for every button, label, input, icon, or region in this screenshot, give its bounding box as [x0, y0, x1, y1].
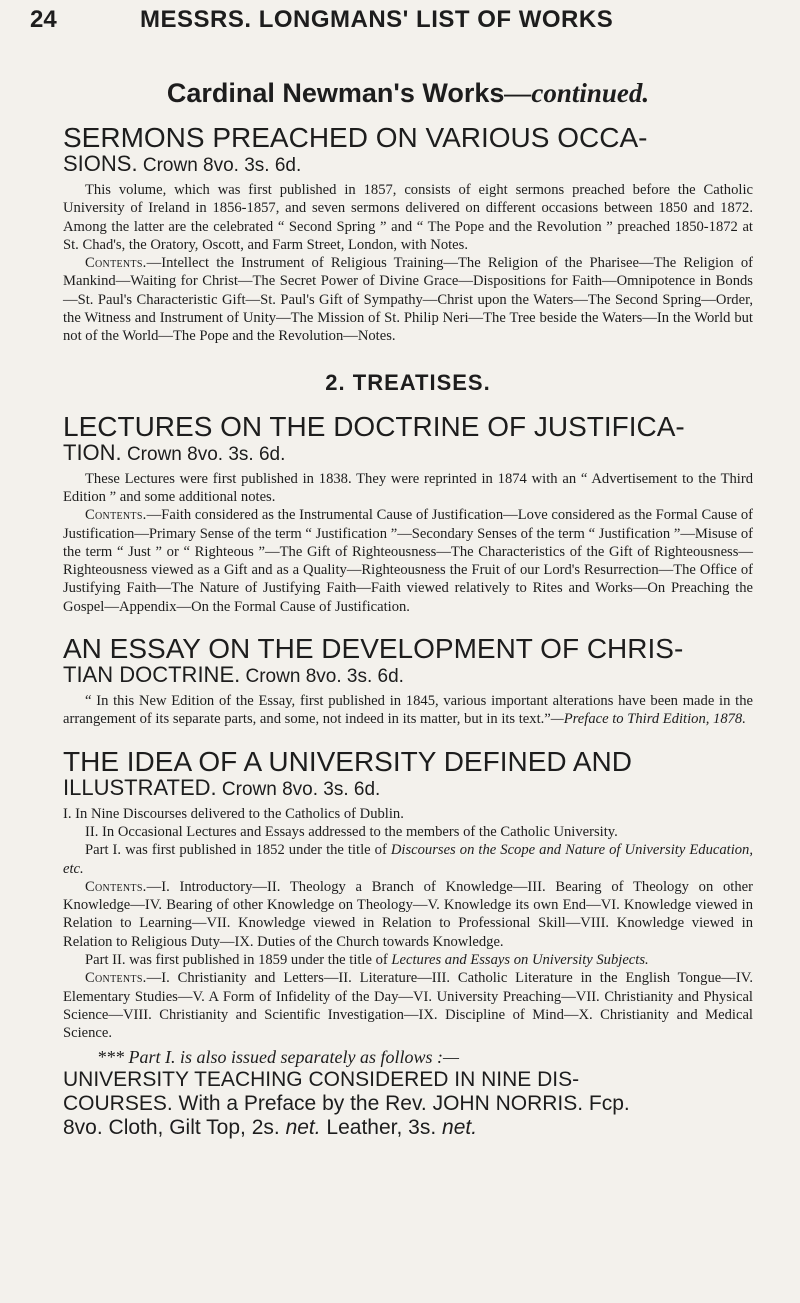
net-label: net.: [442, 1115, 478, 1139]
part-i-line: I. In Nine Discourses delivered to the Catholics of Dublin.: [63, 805, 404, 822]
edition-price: Crown 8vo. 3s. 6d.: [121, 443, 286, 465]
price-leather: Leather, 3s.: [320, 1115, 443, 1139]
page-number: 24: [30, 6, 57, 33]
separate-issue-line: UNIVERSITY TEACHING CONSIDERED IN NINE DIS-: [63, 1067, 580, 1091]
part-i-publication: [63, 841, 753, 878]
separate-issue-line: COURSES. With a Preface by the Rev. JOHN NORRIS. Fcp.: [63, 1091, 630, 1115]
work-contents: [63, 254, 753, 345]
work-contents: [63, 506, 753, 616]
original-title: Discourses on the Scope and Nature of University Education, etc.: [63, 842, 753, 877]
work-justification: [63, 412, 753, 616]
work-development: [63, 634, 753, 729]
work-sermons: [63, 123, 753, 346]
separate-issue-title: [63, 1068, 753, 1140]
net-label: net.: [285, 1115, 321, 1139]
work-title-continued: TIAN DOCTRINE.: [63, 662, 241, 688]
part-ii-line: II. In Occasional Lectures and Essays addressed to the members of the Catholic University.: [85, 823, 618, 840]
continued-label: —continued.: [504, 78, 650, 108]
contents-label: Contents.: [85, 255, 147, 272]
work-quote: [63, 692, 753, 729]
separate-issue-note: *** Part I. is also issued separately as follows :—: [97, 1046, 460, 1067]
contents-text: —I. Christianity and Letters—II. Literature—III. Catholic Literature in the English Tongue—IV. Elementary Studies—V. A Form of Infidelity of the Day—VI. University Preaching—VII. Christianity and Physical Science—VIII. Christianity and Scientific Investigation—IX. Discipline of Mind—X. Christianity and Medical Science.: [63, 970, 753, 1042]
contents-label: Contents.: [85, 970, 147, 987]
work-title: SERMONS PREACHED ON VARIOUS OCCA-: [63, 122, 648, 153]
part-ii-publication: [63, 951, 753, 969]
running-head: [30, 6, 760, 42]
contents-text: —I. Introductory—II. Theology a Branch of Knowledge—III. Bearing of Theology on other Knowledge—IV. Bearing of other Knowledge on Theology—V. Knowledge its own End—VI. Knowledge viewed in Relation to Learning—VII. Knowledge viewed in Relation to Professional Skill—VIII. Knowledge viewed in Relation to Religious Duty—IX. Duties of the Church towards Knowledge.: [63, 878, 753, 950]
edition-price: Crown 8vo. 3s. 6d.: [216, 778, 381, 800]
contents-label: Contents.: [85, 878, 147, 895]
quote-text: “ In this New Edition of the Essay, first published in 1845, various important alterations have been made in the arrangement of its separate parts, and some, not indeed in its matter, but in its text.”: [63, 693, 753, 728]
price-cloth: 8vo. Cloth, Gilt Top, 2s.: [63, 1115, 286, 1139]
author-heading: Cardinal Newman's Works: [166, 78, 505, 108]
work-contents: [63, 969, 753, 1042]
work-title: AN ESSAY ON THE DEVELOPMENT OF CHRIS-: [63, 633, 684, 665]
work-title-continued: SIONS.: [63, 151, 138, 176]
work-subtitle: [63, 664, 753, 688]
quote-source: —Preface to Third Edition, 1878.: [550, 711, 746, 728]
contents-text: —Intellect the Instrument of Religious Training—The Religion of the Pharisee—The Religion of Mankind—Waiting for Christ—The Secret Power of Divine Grace—Dispositions for Faith—Omnipotence in Bonds—St. Paul's Characteristic Gift—St. Paul's Gift of Sympathy—Christ upon the Waters—The Second Spring—Order, the Witness and Instrument of Unity—The Mission of St. Philip Neri—The Tree beside the Waters—In the World but not of the World—The Pope and the Revolution—Notes.: [63, 255, 753, 345]
original-title: Lectures and Essays on University Subjects.: [391, 952, 649, 969]
work-title-continued: TION.: [63, 439, 122, 465]
work-subtitle: [63, 439, 753, 466]
edition-price: Crown 8vo. 3s. 6d.: [137, 155, 302, 176]
contents-text: —Faith considered as the Instrumental Cause of Justification—Love considered as the Formal Cause of Justification—Primary Sense of the term “ Justification ”—Secondary Senses of the term “ Justification ”—Misuse of the term “ Just ” or “ Righteous ”—The Gift of Righteousness—The Characteristics of the Gift of Righteousness—Righteousness viewed as a Gift and as a Quality—Righteousness the Fruit of our Lord's Resurrection—The Office of Justifying Faith—The Nature of Justifying Faith—Faith viewed relatively to Rites and Works—On Preaching the Gospel—Appendix—On the Formal Cause of Justification.: [63, 507, 753, 615]
work-idea-of-university: [63, 747, 753, 1140]
section-heading: [63, 78, 753, 109]
running-head-title: MESSRS. LONGMANS' LIST OF WORKS: [140, 6, 614, 33]
section-number-heading: 2. TREATISES.: [325, 369, 491, 395]
work-title: LECTURES ON THE DOCTRINE OF JUSTIFICA-: [63, 410, 685, 442]
work-contents: [63, 878, 753, 951]
work-title: THE IDEA OF A UNIVERSITY DEFINED AND: [63, 745, 632, 777]
work-subtitle: [63, 153, 753, 177]
contents-label: Contents.: [85, 507, 147, 524]
work-description: This volume, which was first published in 1857, consists of eight sermons preached before the Catholic University of Ireland in 1856-1857, and seven sermons delivered on different occasions between 1850 and 1872. Among the latter are the celebrated “ Second Spring ” and “ The Pope and the Revolution ” preached 1850-1872 at St. Chad's, the Oratory, Oscott, and Farm Street, London, with Notes.: [63, 182, 753, 253]
edition-price: Crown 8vo. 3s. 6d.: [240, 666, 404, 688]
work-description: These Lectures were first published in 1838. They were reprinted in 1874 with an “ Advertisement to the Third Edition ” and some additional notes.: [63, 470, 753, 505]
separate-issue-prices: [63, 1116, 753, 1140]
publication-note: Part II. was first published in 1859 under the title of: [85, 952, 392, 969]
work-title-continued: ILLUSTRATED.: [63, 774, 217, 800]
work-subtitle: [63, 774, 753, 801]
page-content: [63, 70, 753, 1140]
publication-note: Part I. was first published in 1852 under the title of: [85, 842, 391, 859]
